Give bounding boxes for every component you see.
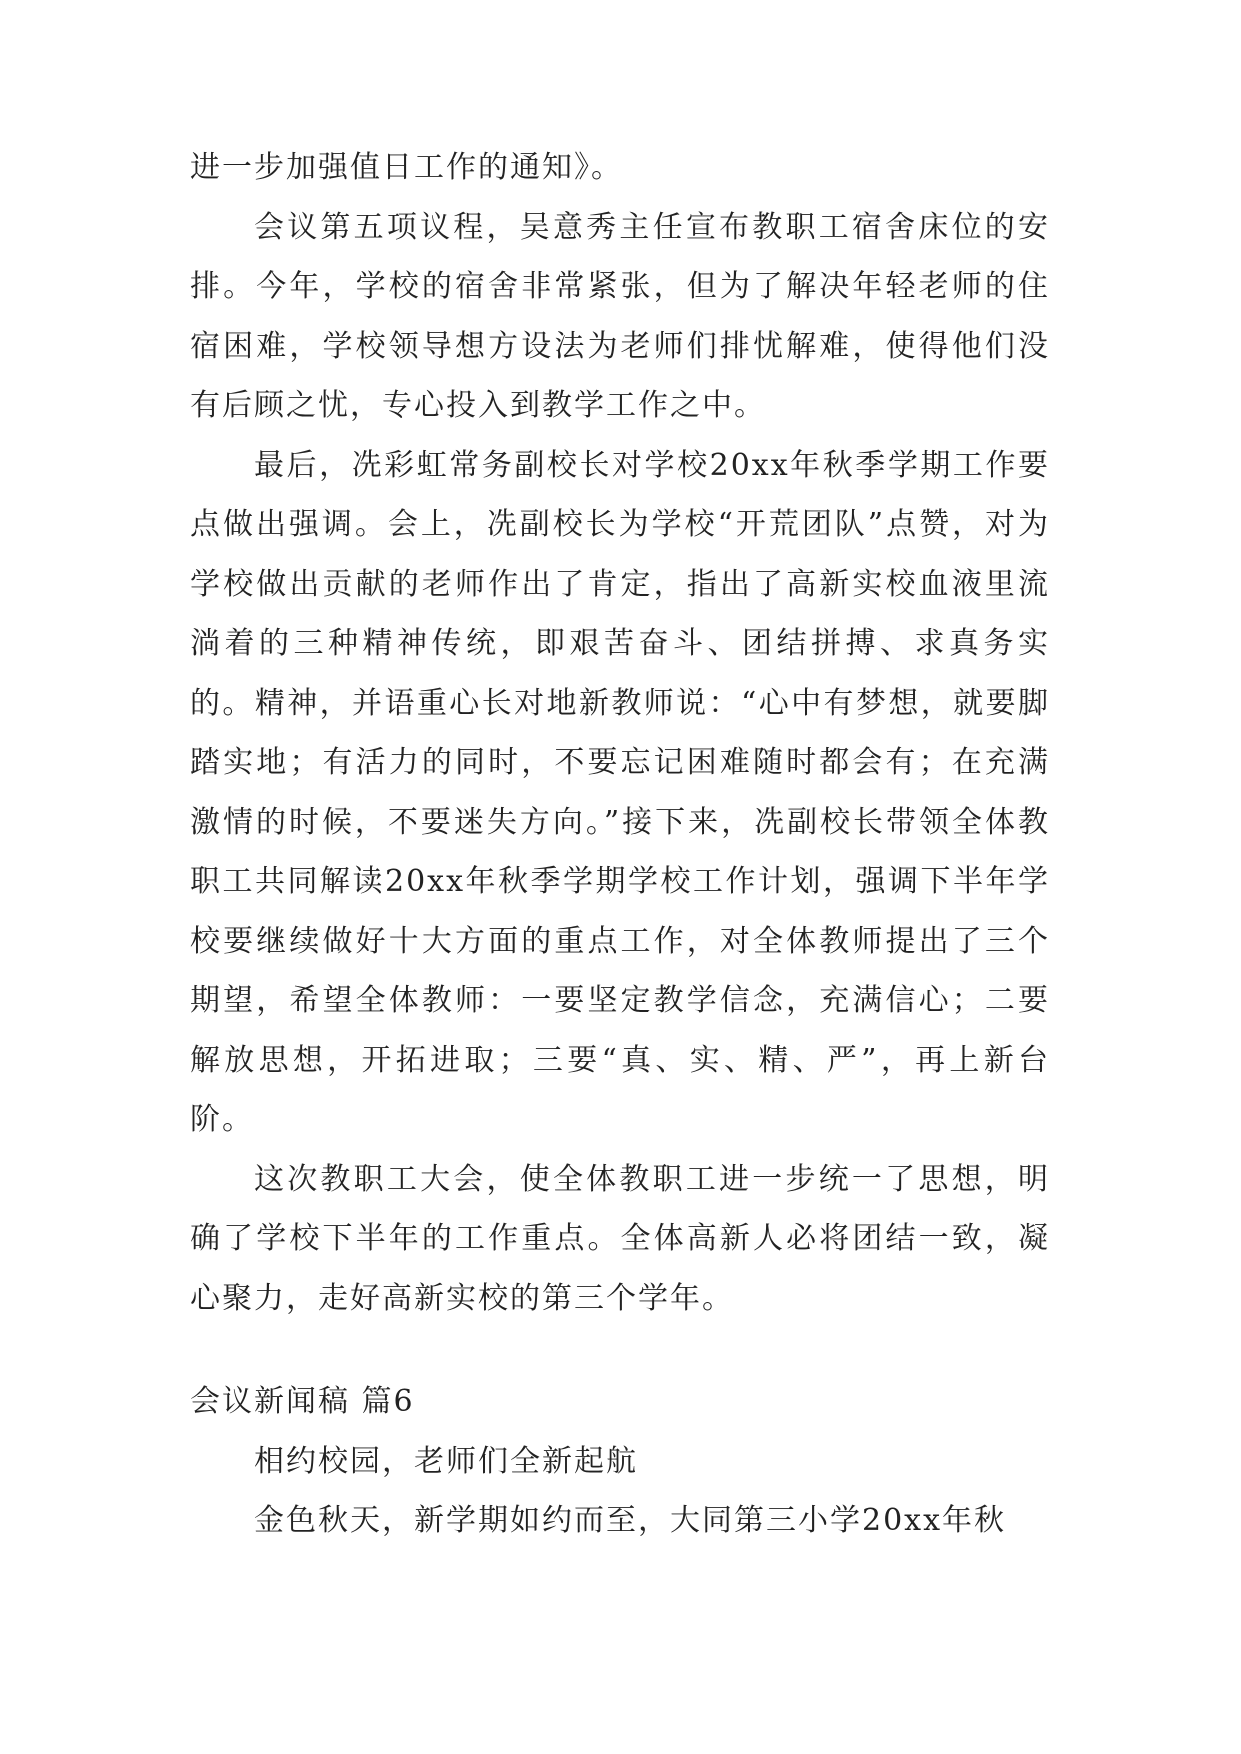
document-body	[190, 138, 1050, 1551]
section-heading: 会议新闻稿 篇6	[190, 1384, 415, 1419]
paragraph-conclusion: 这次教职工大会，使全体教职工进一步统一了思想，明确了学校下半年的工作重点。全体高新人必将团结一致，凝心聚力，走好高新实校的第三个学年。	[190, 1161, 1050, 1316]
paragraph-vice-principal: 最后，冼彩虹常务副校长对学校20xx年秋季学期工作要点做出强调。会上，冼副校长为学校“开荒团队”点赞，对为学校做出贡献的老师作出了肯定，指出了高新实校血液里流淌着的三种精神传统，即艰苦奋斗、团结拼搏、求真务实的。精神，并语重心长对地新教师说：“心中有梦想，就要脚踏实地；有活力的同时，不要忘记困难随时都会有；在充满激情的时候，不要迷失方向。”接下来，冼副校长带领全体教职工共同解读20xx年秋季学期学校工作计划，强调下半年学校要继续做好十大方面的重点工作，对全体教师提出了三个期望，希望全体教师：一要坚定教学信念，充满信心；二要解放思想，开拓进取；三要“真、实、精、严”，再上新台阶。	[190, 447, 1050, 1137]
paragraph-section-intro: 金色秋天，新学期如约而至，大同第三小学20xx年秋	[254, 1503, 1007, 1538]
paragraph-continuation: 进一步加强值日工作的通知》。	[190, 150, 623, 185]
section-subtitle: 相约校园，老师们全新起航	[254, 1443, 638, 1479]
paragraph-dormitory: 会议第五项议程，吴意秀主任宣布教职工宿舍床位的安排。今年，学校的宿舍非常紧张，但为了解决年轻老师的住宿困难，学校领导想方设法为老师们排忧解难，使得他们没有后顾之忧，专心投入到教学工作之中。	[190, 209, 1050, 423]
